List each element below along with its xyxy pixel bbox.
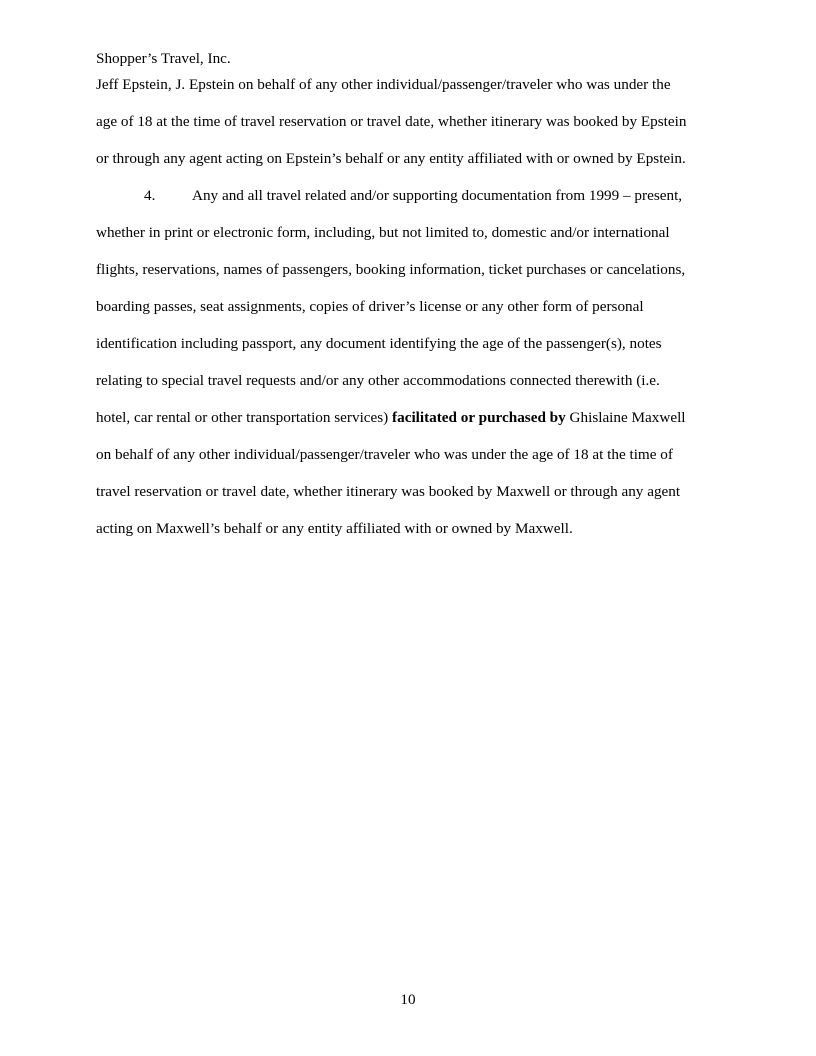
text-line: travel reservation or travel date, whether itinerary was booked by Maxwell or through any agent bbox=[96, 483, 681, 500]
paragraph-4-first-line bbox=[96, 185, 721, 222]
text-line: Jeff Epstein, J. Epstein on behalf of any other individual/passenger/traveler who was under the bbox=[96, 76, 671, 93]
text-line: identification including passport, any document identifying the age of the passenger(s), notes bbox=[96, 335, 662, 352]
company-heading: Shopper’s Travel, Inc. bbox=[96, 50, 231, 67]
text-line: acting on Maxwell’s behalf or any entity affiliated with or owned by Maxwell. bbox=[96, 520, 573, 537]
text-line: boarding passes, seat assignments, copies of driver’s license or any other form of personal bbox=[96, 298, 644, 315]
text-line: relating to special travel requests and/or any other accommodations connected therewith (i.e. bbox=[96, 372, 660, 389]
body-text bbox=[96, 48, 721, 555]
text-line: on behalf of any other individual/passenger/traveler who was under the age of 18 at the time of bbox=[96, 446, 673, 463]
bold-line-pre: hotel, car rental or other transportation services) bbox=[96, 409, 393, 426]
text-line: age of 18 at the time of travel reservation or travel date, whether itinerary was booked by Epstein bbox=[96, 113, 687, 130]
paragraph-number: 4. bbox=[144, 187, 156, 204]
bold-phrase: facilitated or purchased by bbox=[392, 409, 566, 426]
bold-line-post: Ghislaine Maxwell bbox=[565, 409, 686, 426]
paragraph-4-text-start: Any and all travel related and/or supporting documentation from 1999 – present, bbox=[192, 187, 683, 204]
text-line: flights, reservations, names of passengers, booking information, ticket purchases or cancelations, bbox=[96, 261, 686, 278]
text-line: or through any agent acting on Epstein’s behalf or any entity affiliated with or owned by Epstein. bbox=[96, 150, 686, 167]
text-line-with-bold bbox=[96, 407, 721, 444]
page-number: 10 bbox=[400, 991, 416, 1008]
text-line: whether in print or electronic form, including, but not limited to, domestic and/or international bbox=[96, 224, 670, 241]
